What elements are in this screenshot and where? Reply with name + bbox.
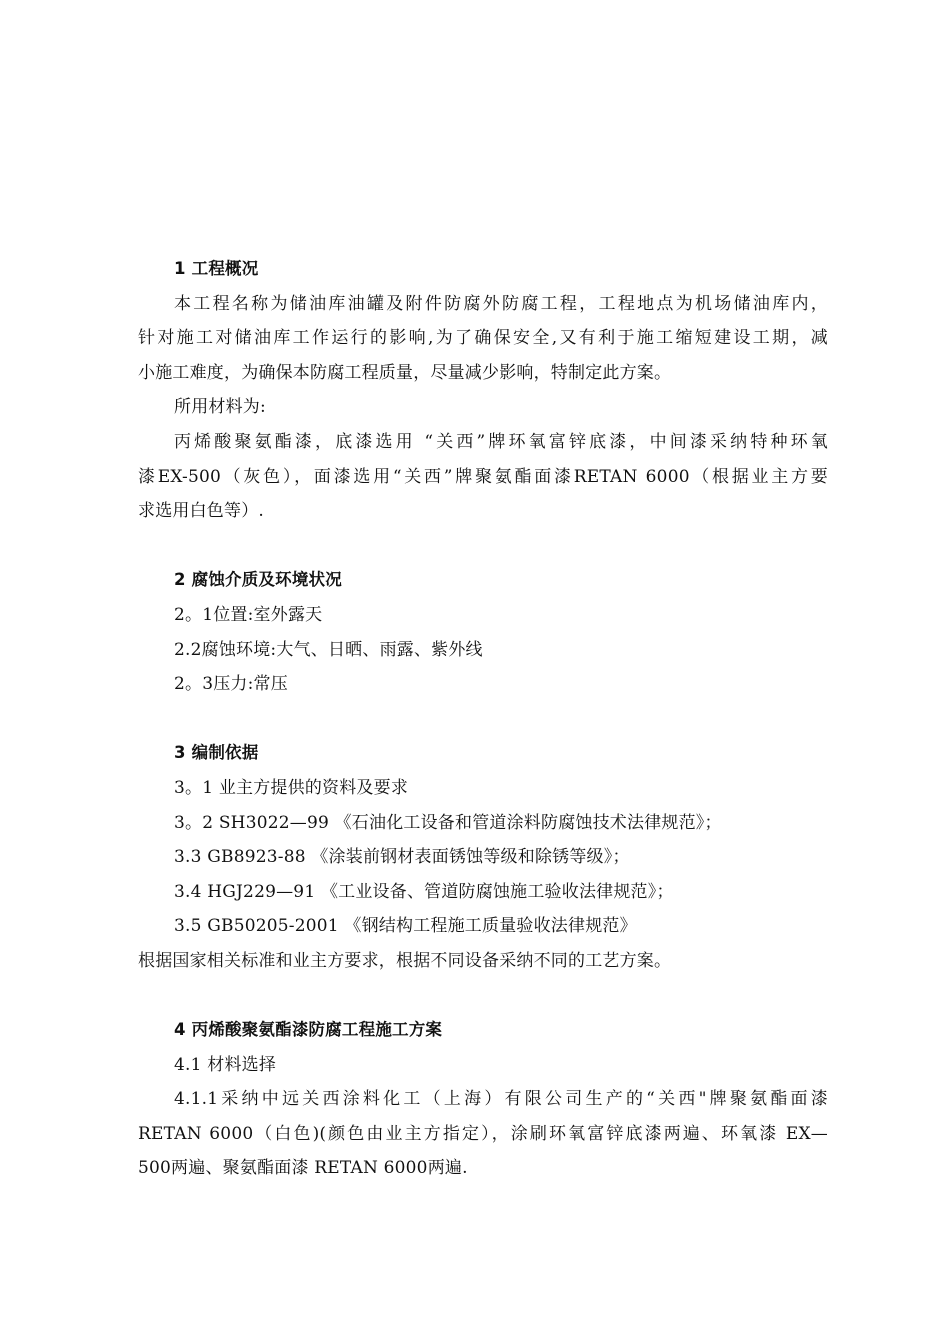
list-item: 3.3 GB8923-88 《涂装前钢材表面锈蚀等级和除锈等级》； [174,847,630,868]
paragraph-line: 求选用白色等）. [138,501,265,522]
paragraph-line: RETAN 6000（白色)(颜色由业主方指定），涂刷环氧富锌底漆两遍、环氧漆 EX— [138,1123,828,1144]
paragraph-line: 所用材料为: [174,397,266,418]
paragraph-line: 根据国家相关标准和业主方要求，根据不同设备采纳不同的工艺方案。 [138,950,672,971]
paragraph-line: 4.1.1采纳中远关西涂料化工（上海）有限公司生产的“关西"牌聚氨酯面漆 [174,1089,828,1110]
list-item: 3。1 业主方提供的资料及要求 [174,777,409,798]
paragraph-line: 本工程名称为储油库油罐及附件防腐外防腐工程，工程地点为机场储油库内， [174,293,828,314]
paragraph-line: 500两遍、聚氨酯面漆 RETAN 6000两遍. [138,1158,468,1179]
list-item: 3.4 HGJ229—91 《工业设备、管道防腐蚀施工验收法律规范》； [174,881,674,902]
paragraph-line: 丙烯酸聚氨酯漆，底漆选用 “关西”牌环氧富锌底漆，中间漆采纳特种环氧 [174,431,828,452]
list-item: 3。2 SH3022—99 《石油化工设备和管道涂料防腐蚀技术法律规范》； [174,812,722,833]
section-heading-construction-plan: 4 丙烯酸聚氨酯漆防腐工程施工方案 [174,1020,443,1040]
document-body [138,252,828,1186]
list-item: 3.5 GB50205-2001 《钢结构工程施工质量验收法律规范》 [174,916,637,937]
section-heading-basis: 3 编制依据 [174,743,259,763]
list-item: 2.2腐蚀环境:大气、日晒、雨露、紫外线 [174,639,483,660]
section-spacer [138,978,828,1013]
paragraph-line: 漆EX-500（灰色），面漆选用“关西”牌聚氨酯面漆RETAN 6000（根据业主方要 [138,466,828,487]
section-spacer [138,529,828,564]
section-spacer [138,702,828,737]
paragraph-line: 针对施工对储油库工作运行的影响,为了确保安全,又有利于施工缩短建设工期，减 [138,328,828,349]
section-heading-corrosion-environment: 2 腐蚀介质及环境状况 [174,570,342,590]
section-heading-overview: 1 工程概况 [174,259,259,278]
list-item: 2。3压力:常压 [174,674,288,695]
list-item: 2。1位置:室外露天 [174,604,323,625]
subsection-heading: 4.1 材料选择 [174,1054,277,1075]
paragraph-line: 小施工难度，为确保本防腐工程质量，尽量减少影响，特制定此方案。 [138,362,672,383]
